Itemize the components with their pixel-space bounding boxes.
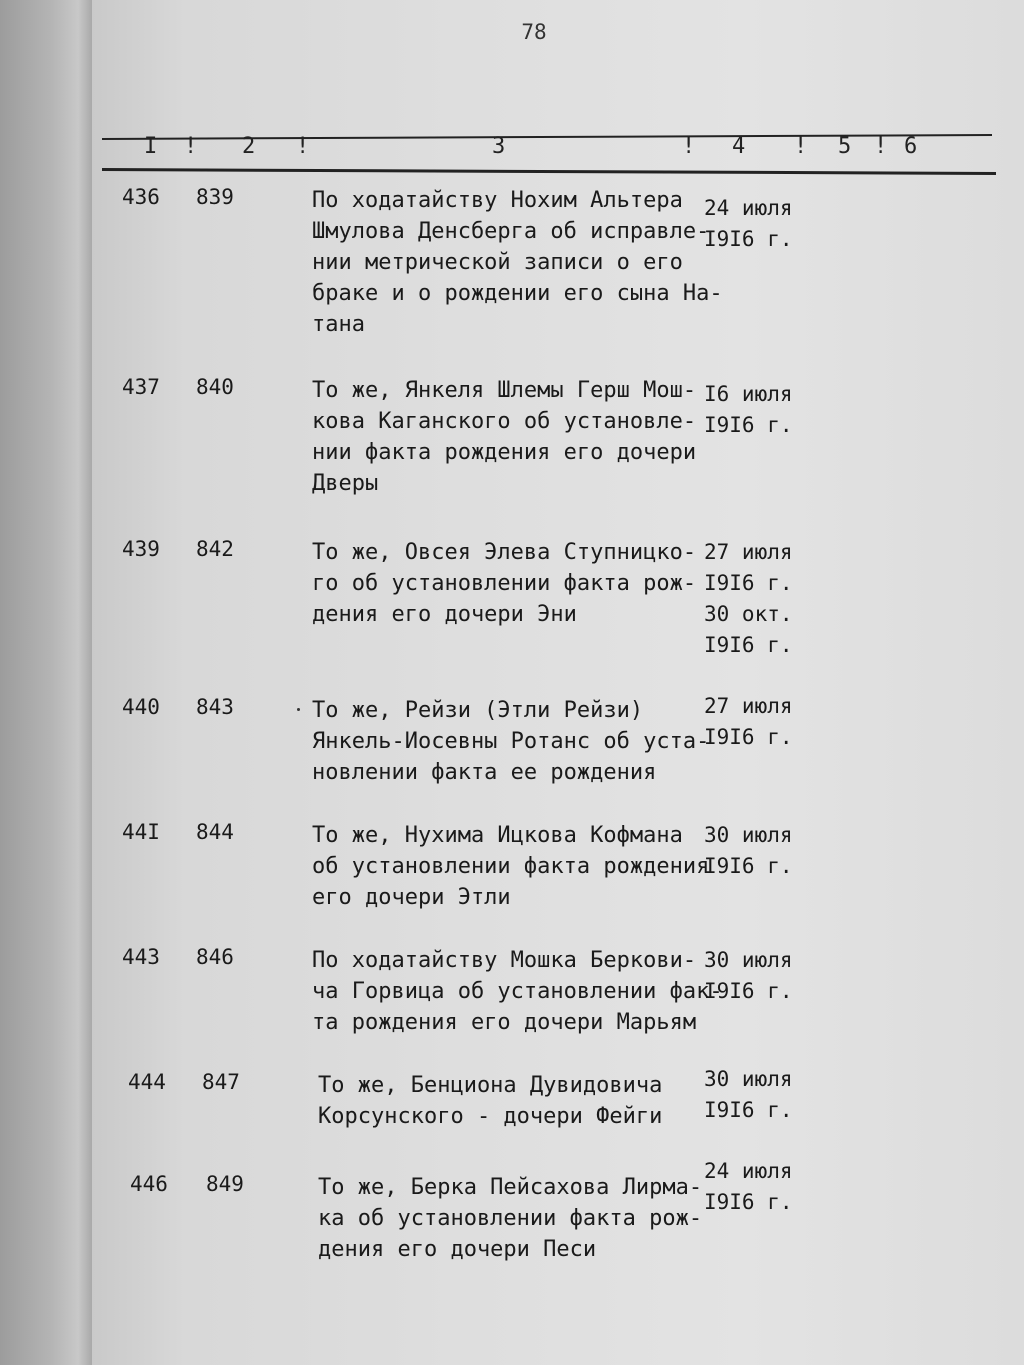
date-line: 30 окт. <box>704 602 793 626</box>
entry-number: 436 <box>122 185 160 209</box>
header-col-5: 5 <box>838 134 852 159</box>
description-line: То же, Берка Пейсахова Лирма- <box>318 1175 703 1200</box>
description-line: То же, Рейзи (Этли Рейзи) <box>312 698 644 723</box>
date-line: 30 июля <box>704 948 793 972</box>
description-line: То же, Овсея Элева Ступницко- <box>312 540 697 565</box>
description-line: По ходатайству Мошка Беркови- <box>312 948 697 973</box>
description-line: нии факта рождения его дочери <box>312 440 697 465</box>
description-line: То же, Янкеля Шлемы Герш Мош- <box>312 378 697 403</box>
header-separator: ! <box>296 134 310 159</box>
header-separator: ! <box>874 134 888 159</box>
date-line: I9I6 г. <box>704 1098 793 1122</box>
entry-description <box>312 820 708 913</box>
entry-date <box>704 691 814 753</box>
entry-description <box>318 1172 714 1265</box>
header-separator: ! <box>794 134 808 159</box>
entry-number: 444 <box>128 1070 166 1094</box>
header-col-4: 4 <box>732 134 746 159</box>
date-line: I9I6 г. <box>704 633 793 657</box>
description-line: тана <box>312 312 365 337</box>
description-line: об установлении факта рождения <box>312 854 710 879</box>
entry-date <box>704 820 814 882</box>
date-line: I9I6 г. <box>704 854 793 878</box>
description-line: Корсунского - дочери Фейги <box>318 1104 663 1129</box>
table-header-bottom-rule <box>102 168 996 175</box>
entry-date <box>704 537 814 661</box>
ink-dot <box>297 708 300 711</box>
document-page <box>92 0 1024 1365</box>
date-line: 24 июля <box>704 196 793 220</box>
date-line: I9I6 г. <box>704 979 793 1003</box>
table-header-top-rule <box>102 134 992 140</box>
date-line: I9I6 г. <box>704 413 793 437</box>
description-line: То же, Нухима Ицкова Кофмана <box>312 823 683 848</box>
description-line: его дочери Этли <box>312 885 511 910</box>
date-line: 30 июля <box>704 823 793 847</box>
fond-number: 849 <box>206 1172 244 1196</box>
fond-number: 840 <box>196 375 234 399</box>
header-col-1: I <box>144 134 158 159</box>
entry-description <box>312 695 708 788</box>
description-line: браке и о рождении его сына На- <box>312 281 723 306</box>
description-line: нии метрической записи о его <box>312 250 683 275</box>
date-line: I9I6 г. <box>704 571 793 595</box>
fond-number: 846 <box>196 945 234 969</box>
date-line: 24 июля <box>704 1159 793 1183</box>
description-line: ка об установлении факта рож- <box>318 1206 703 1231</box>
entry-date <box>704 1156 814 1218</box>
description-line: кова Каганского об установле- <box>312 409 697 434</box>
entry-date <box>704 193 814 255</box>
date-line: I9I6 г. <box>704 227 793 251</box>
description-line: ча Горвица об установлении фак- <box>312 979 723 1004</box>
date-line: 27 июля <box>704 694 793 718</box>
date-line: I6 июля <box>704 382 793 406</box>
fond-number: 847 <box>202 1070 240 1094</box>
description-line: Дверы <box>312 471 379 496</box>
entry-date <box>704 379 814 441</box>
entry-description <box>312 185 723 340</box>
header-separator: ! <box>184 134 198 159</box>
entry-number: 443 <box>122 945 160 969</box>
fond-number: 843 <box>196 695 234 719</box>
description-line: дения его дочери Песи <box>318 1237 597 1262</box>
fond-number: 844 <box>196 820 234 844</box>
book-binding-shadow <box>0 0 92 1365</box>
header-col-6: 6 <box>904 134 918 159</box>
header-separator: ! <box>682 134 696 159</box>
entry-number: 440 <box>122 695 160 719</box>
header-col-3: 3 <box>492 134 506 159</box>
entry-number: 44I <box>122 820 160 844</box>
entry-description <box>312 375 708 499</box>
entry-date <box>704 1064 814 1126</box>
description-line: го об установлении факта рож- <box>312 571 697 596</box>
entry-description <box>312 945 723 1038</box>
entry-number: 439 <box>122 537 160 561</box>
entry-number: 437 <box>122 375 160 399</box>
header-col-2: 2 <box>242 134 256 159</box>
description-line: новлении факта ее рождения <box>312 760 657 785</box>
date-line: 30 июля <box>704 1067 793 1091</box>
description-line: По ходатайству Нохим Альтера <box>312 188 683 213</box>
description-line: дения его дочери Эни <box>312 602 577 627</box>
description-line: та рождения его дочери Марьям <box>312 1010 697 1035</box>
entry-number: 446 <box>130 1172 168 1196</box>
fond-number: 842 <box>196 537 234 561</box>
description-line: Шмулова Денсберга об исправле- <box>312 219 710 244</box>
entry-description <box>318 1070 714 1132</box>
fond-number: 839 <box>196 185 234 209</box>
entry-description <box>312 537 708 630</box>
date-line: 27 июля <box>704 540 793 564</box>
description-line: Янкель-Иосевны Ротанс об уста- <box>312 729 710 754</box>
date-line: I9I6 г. <box>704 1190 793 1214</box>
page-number: 78 <box>521 20 547 44</box>
entry-date <box>704 945 814 1007</box>
date-line: I9I6 г. <box>704 725 793 749</box>
description-line: То же, Бенциона Дувидовича <box>318 1073 663 1098</box>
